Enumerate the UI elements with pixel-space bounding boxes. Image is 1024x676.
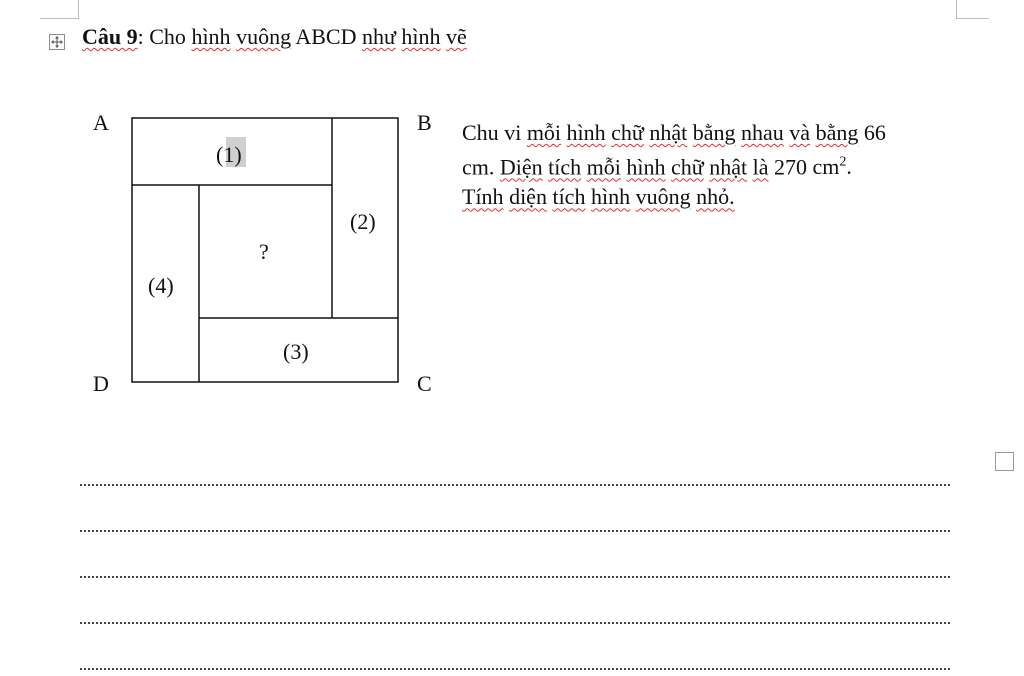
word: Chu [462,120,499,145]
region-3-label: (3) [283,339,309,364]
q-word: ABCD [295,24,357,49]
q-word: vẽ [446,24,467,49]
word: hình [626,154,666,180]
word: chữ [671,154,704,180]
question-colon: : [137,24,144,49]
answer-line[interactable] [80,668,950,670]
word: tích [548,154,582,180]
problem-statement [462,118,982,212]
word: là [752,154,769,180]
answer-line[interactable] [80,484,950,486]
word: Diện [499,154,543,180]
q-word: hình [401,24,441,49]
region-4-label: (4) [148,273,174,298]
word: 66 [863,120,886,145]
area-unit-exponent: 2 [839,155,847,170]
word: Tính [462,184,504,210]
small-square-question-mark: ? [259,239,269,264]
area-unit [813,154,852,179]
word: bằng [815,120,859,145]
problem-line-3 [462,182,982,212]
q-word: vuông [236,24,292,49]
word: mỗi [586,154,621,180]
q-word: Cho [149,24,186,49]
vertex-b-label: B [417,110,432,135]
answer-line[interactable] [80,576,950,578]
layout-options-checkbox[interactable] [995,452,1014,471]
region-1-label: (1) [216,142,242,167]
word: và [789,120,811,145]
word: vi [504,120,522,145]
problem-line-1 [462,118,982,148]
word: nhau [741,120,784,145]
area-unit-text: cm [812,154,840,180]
word: vuông [635,184,691,210]
word: cm. [462,154,495,180]
word: hình [590,184,631,210]
area-value: 270 [774,154,807,180]
answer-line[interactable] [80,530,950,532]
word: mỗi [526,120,562,145]
word: nhật [709,154,748,180]
vertex-c-label: C [417,371,432,396]
problem-line-2 [462,148,982,182]
region-2-label: (2) [350,209,376,234]
vertex-a-label: A [93,110,109,135]
question-number: Câu 9 [82,24,138,49]
q-word: như [361,24,396,49]
word: tích [552,184,586,210]
period: . [846,154,852,180]
word: bằng [692,120,736,145]
word: diện [509,184,547,210]
vertex-d-label: D [93,371,109,396]
word: nhật [649,120,688,145]
answer-line[interactable] [80,622,950,624]
word: chữ [611,120,644,145]
q-word: hình [191,24,231,49]
word: nhỏ. [696,184,735,210]
word: hình [566,120,606,145]
